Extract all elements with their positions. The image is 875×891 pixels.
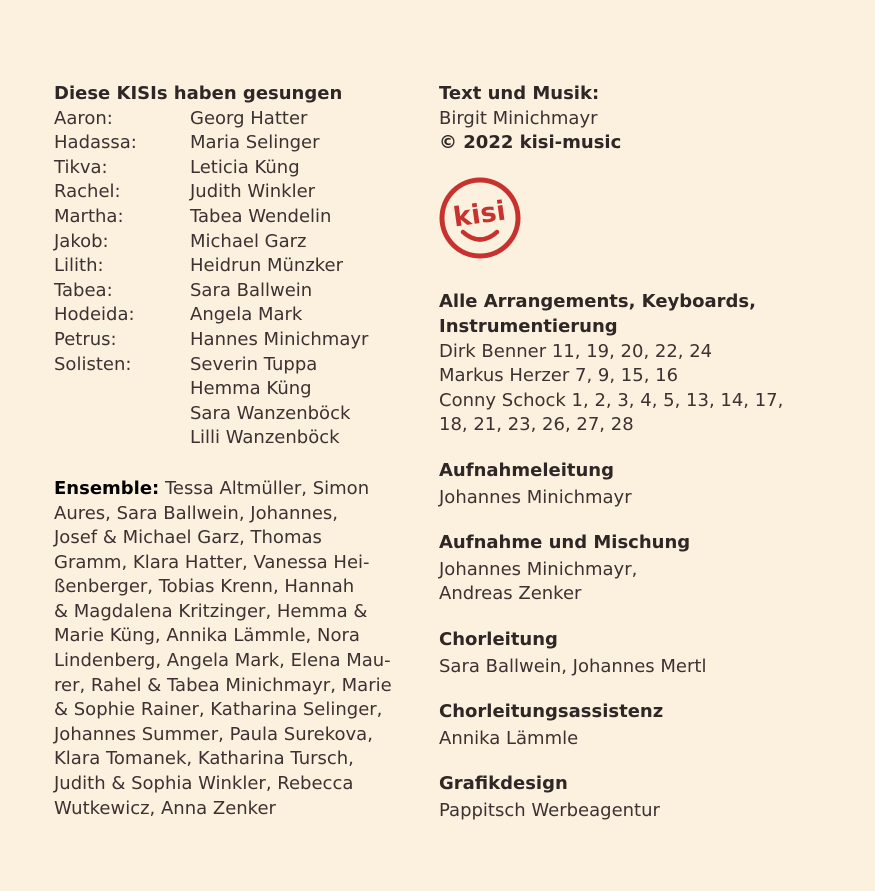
cast-row [54, 156, 414, 181]
copyright-notice: © 2022 kisi-music [439, 132, 622, 154]
arrangement-line: Conny Schock 1, 2, 3, 4, 5, 13, 14, 17, [439, 389, 784, 411]
ensemble-line: Josef & Michael Garz, Thomas [54, 527, 322, 549]
cast-role: Tikva: [54, 156, 108, 178]
ensemble-line: Wutkewicz, Anna Zenker [54, 797, 276, 819]
cast-name: Severin Tuppa [190, 353, 318, 375]
cast-name: Sara Ballwein [190, 279, 313, 301]
credit-line: Johannes Minichmayr, [439, 558, 638, 580]
arrangements-heading-line: Instrumentierung [439, 315, 618, 337]
credit-line: Johannes Minichmayr [439, 486, 632, 508]
cast-name: Tabea Wendelin [190, 205, 332, 227]
cast-row [54, 353, 414, 451]
cast-role: Rachel: [54, 181, 121, 203]
cast-role: Petrus: [54, 328, 117, 350]
cast-row [54, 303, 414, 328]
cast-name: Judith Winkler [190, 181, 316, 203]
cast-name: Sara Wanzenböck [190, 402, 351, 424]
cast-role: Aaron: [54, 107, 113, 129]
cast-role: Lilith: [54, 255, 104, 277]
kisi-logo-icon [439, 177, 521, 259]
credit-heading: Grafikdesign [439, 773, 568, 795]
cast-name: Lilli Wanzenböck [190, 427, 340, 449]
cast-name: Heidrun Münzker [190, 255, 344, 277]
singers-heading: Diese KISIs haben gesungen [54, 83, 343, 104]
cast-row [54, 328, 414, 353]
credit-heading: Chorleitung [439, 628, 558, 650]
ensemble-line: Gramm, Klara Hatter, Vanessa Hei- [54, 551, 370, 573]
cast-row [54, 205, 414, 230]
text-music-heading: Text und Musik: [439, 83, 600, 104]
credit-heading: Chorleitungsassistenz [439, 701, 664, 723]
cast-name: Michael Garz [190, 230, 307, 252]
cast-name: Hannes Minichmayr [190, 328, 369, 350]
arrangements-heading-line: Alle Arrangements, Keyboards, [439, 291, 756, 313]
credit-line: Sara Ballwein, Johannes Mertl [439, 655, 707, 677]
arrangement-line: Markus Herzer 7, 9, 15, 16 [439, 365, 679, 387]
ensemble-line: ßenberger, Tobias Krenn, Hannah [54, 576, 355, 598]
credit-recording-mixing [439, 531, 839, 607]
arrangement-line: Dirk Benner 11, 19, 20, 22, 24 [439, 340, 713, 362]
cast-row [54, 180, 414, 205]
credit-line: Andreas Zenker [439, 583, 582, 605]
ensemble-paragraph [54, 477, 414, 821]
credit-heading: Aufnahmeleitung [439, 459, 614, 481]
right-column [439, 82, 839, 823]
ensemble-line: Lindenberg, Angela Mark, Elena Mau- [54, 650, 391, 672]
cast-role: Hodeida: [54, 304, 135, 326]
cast-role: Solisten: [54, 353, 132, 375]
ensemble-line: Johannes Summer, Paula Surekova, [54, 723, 373, 745]
credit-heading: Aufnahme und Mischung [439, 532, 691, 554]
logo-text: kisi [451, 195, 508, 234]
arrangements-block [439, 290, 839, 438]
cast-name: Hemma Küng [190, 378, 312, 400]
ensemble-line: & Sophie Rainer, Katharina Selinger, [54, 699, 383, 721]
cast-role: Tabea: [54, 279, 113, 301]
cast-name: Leticia Küng [190, 156, 300, 178]
cast-row [54, 230, 414, 255]
credit-line: Pappitsch Werbeagentur [439, 799, 660, 821]
ensemble-line: Klara Tomanek, Katharina Tursch, [54, 748, 354, 770]
arrangement-line: 18, 21, 23, 26, 27, 28 [439, 414, 634, 436]
cast-role: Hadassa: [54, 132, 137, 154]
cast-row [54, 279, 414, 304]
cast-role: Jakob: [54, 230, 109, 252]
cast-row [54, 131, 414, 156]
credit-line: Annika Lämmle [439, 727, 579, 749]
credit-choir-lead [439, 628, 839, 679]
ensemble-label: Ensemble: [54, 477, 160, 499]
ensemble-line: Aures, Sara Ballwein, Johannes, [54, 502, 339, 524]
credit-choir-assist [439, 700, 839, 751]
ensemble-line: rer, Rahel & Tabea Minichmayr, Marie [54, 674, 392, 696]
ensemble-line: & Magdalena Kritzinger, Hemma & [54, 600, 368, 622]
cast-row [54, 254, 414, 279]
left-column [54, 82, 414, 821]
credit-graphic-design [439, 772, 839, 823]
cast-name: Georg Hatter [190, 107, 308, 129]
ensemble-line: Judith & Sophia Winkler, Rebecca [54, 773, 354, 795]
cast-row [54, 107, 414, 132]
ensemble-line: Ensemble: Tessa Altmüller, Simon [54, 477, 370, 499]
ensemble-line: Marie Küng, Annika Lämmle, Nora [54, 625, 360, 647]
cast-role: Martha: [54, 205, 124, 227]
logo-smile [463, 232, 497, 240]
credit-recording-lead [439, 459, 839, 510]
cast-list [54, 107, 414, 451]
cast-name: Angela Mark [190, 304, 303, 326]
text-music-author: Birgit Minichmayr [439, 107, 598, 129]
cast-name: Maria Selinger [190, 132, 320, 154]
